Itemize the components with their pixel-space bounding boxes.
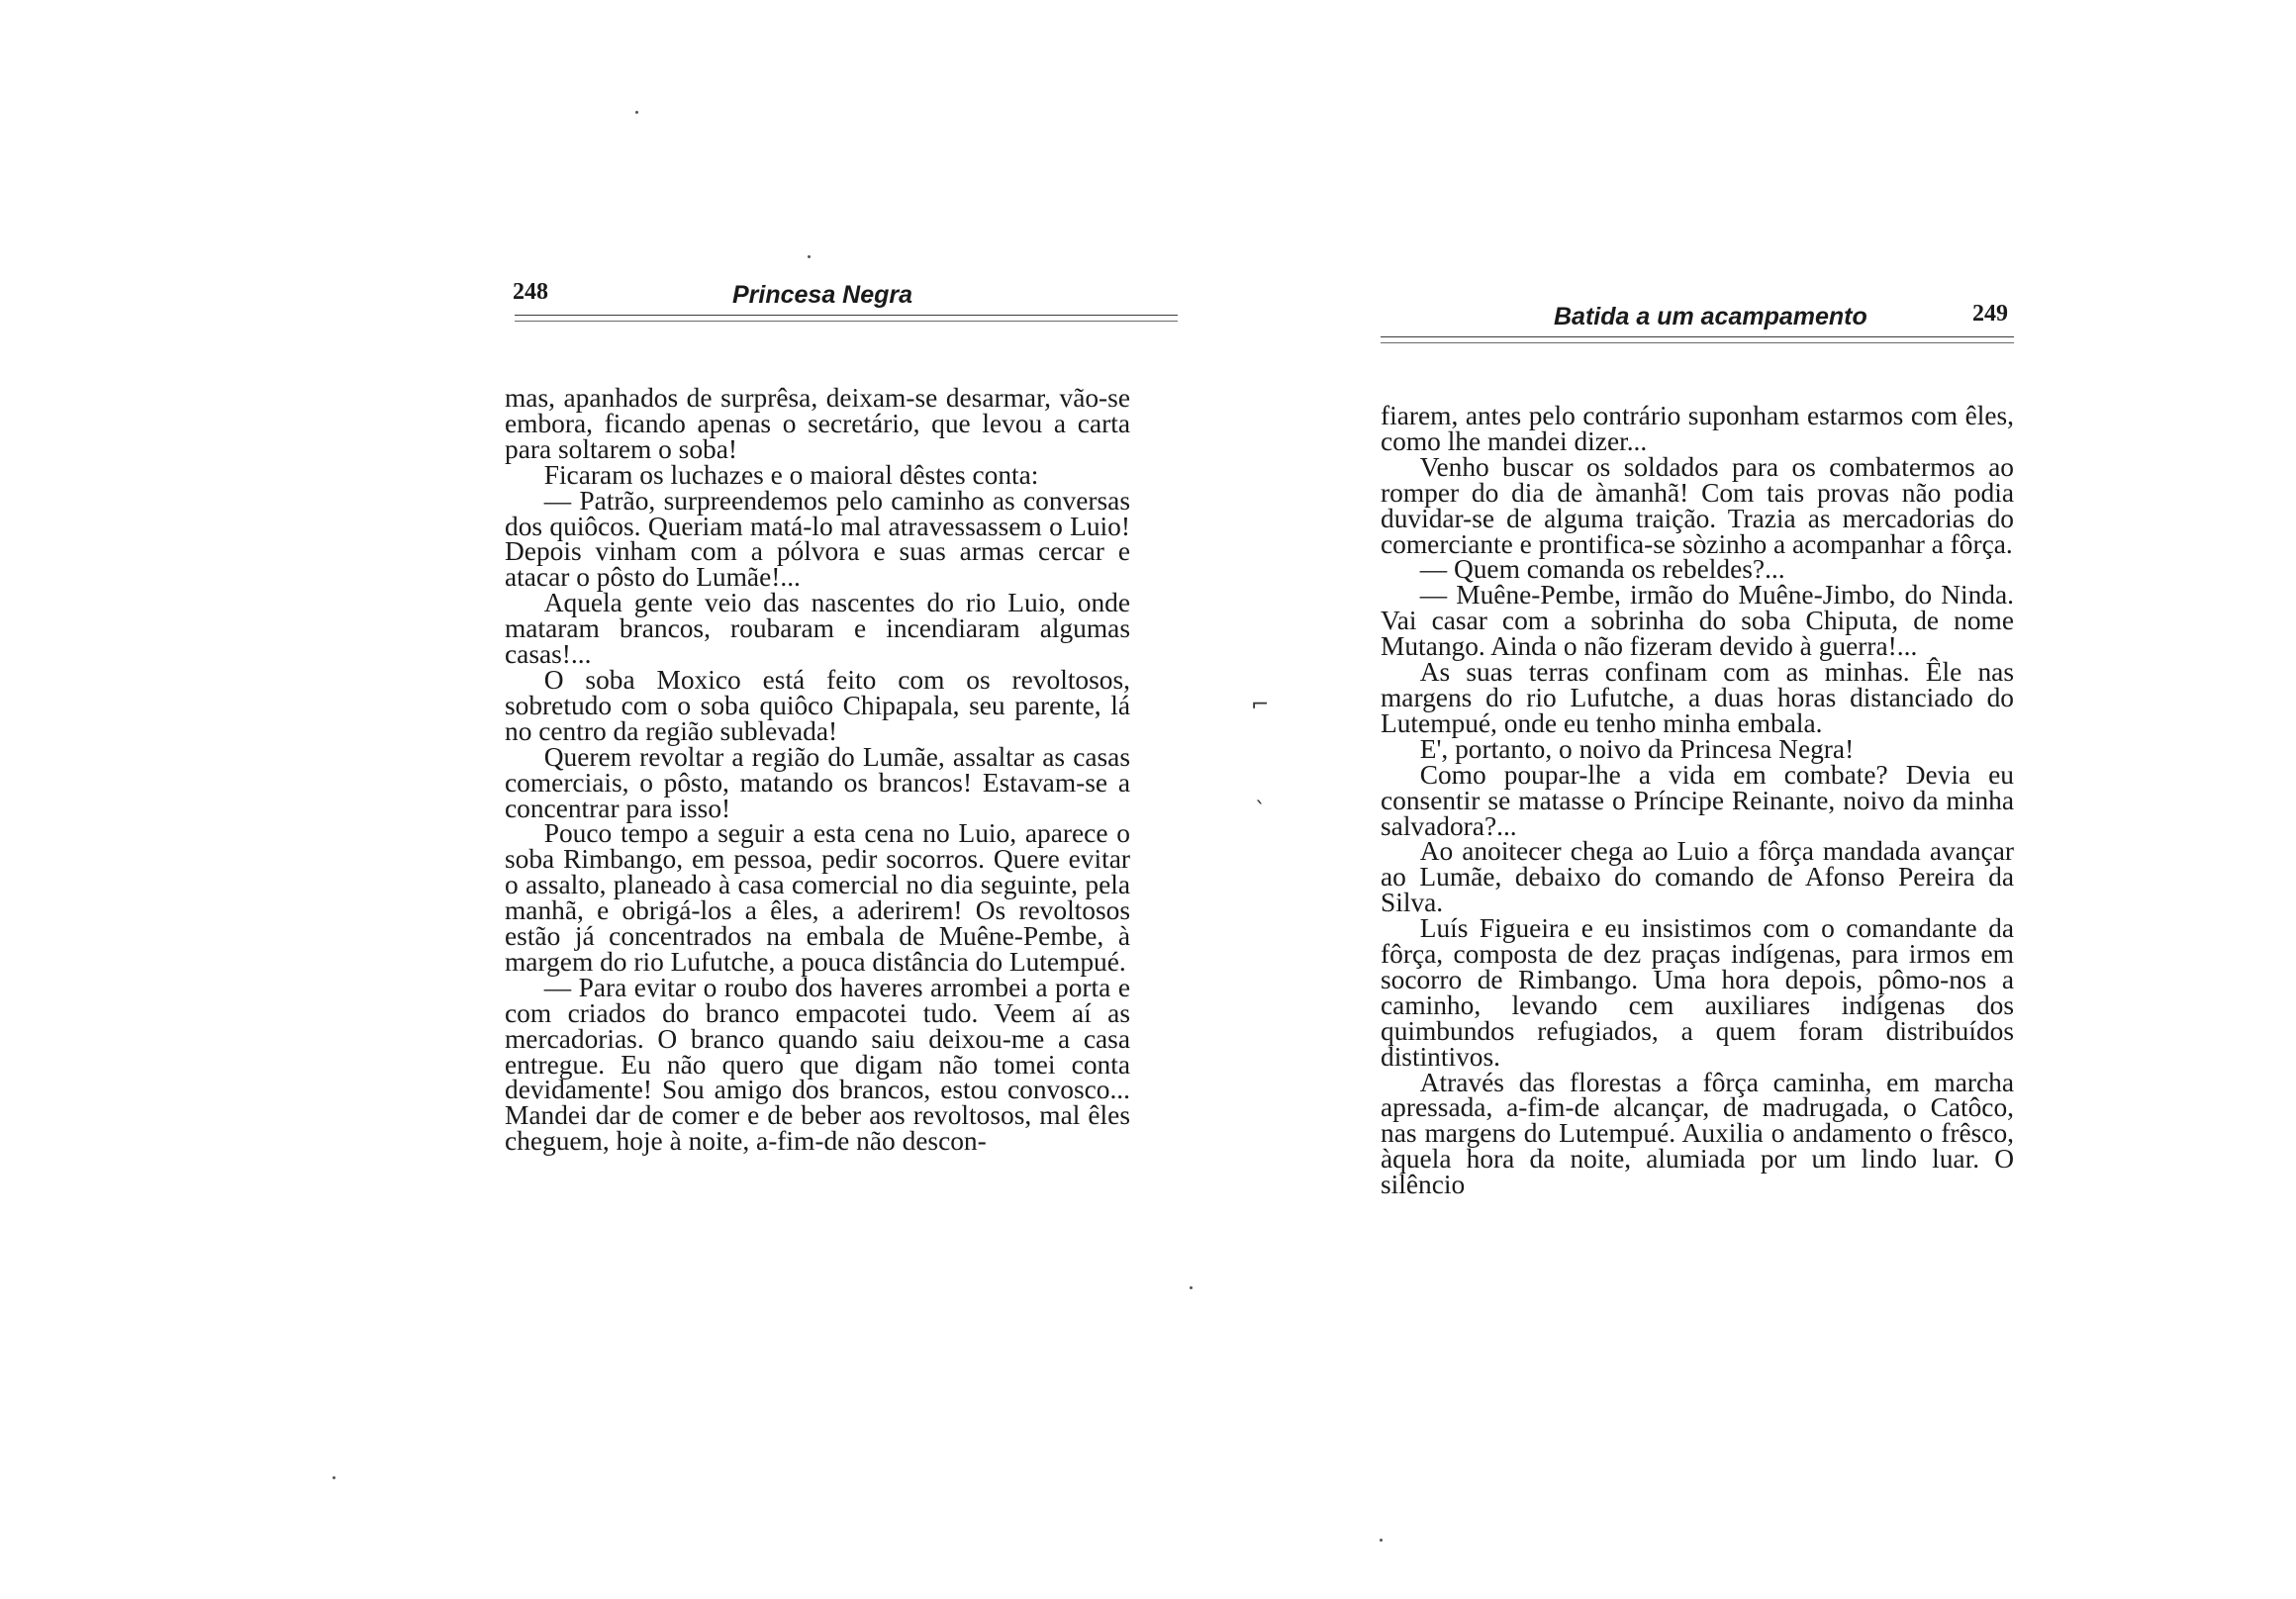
paragraph: Como poupar-lhe a vida em combate? Devia eu consentir se matasse o Príncipe Reinante, noivo da minha salvadora?... (1381, 759, 2014, 841)
paragraph: — Quem comanda os rebeldes?... (1419, 554, 1785, 585)
header-rule (1381, 336, 2014, 337)
header-rule (1381, 342, 2014, 343)
header-rule (515, 315, 1178, 316)
paragraph: — Patrão, surpreendemos pelo caminho as conversas dos quiôcos. Queriam matá-lo mal atravessassem o Luio! Depois vinham com a pólvora e suas armas cercar e atacar o pôsto do Lumãe!... (505, 485, 1130, 593)
scan-speck (1190, 1286, 1193, 1289)
left-page-header (485, 275, 1158, 334)
right-page-header (1381, 297, 2034, 356)
paragraph: Ficaram os luchazes e o maioral dêstes conta: (543, 459, 1039, 490)
paragraph: E', portanto, o noivo da Princesa Negra! (1419, 733, 1855, 764)
paragraph: As suas terras confinam com as minhas. Êle nas margens do rio Lufutche, a duas horas distanciado do Lutempué, onde eu tenho minha embala. (1381, 657, 2014, 738)
paragraph: Pouco tempo a seguir a esta cena no Luio, aparece o soba Rimbango, em pessoa, pedir socorros. Quere evitar o assalto, planeado à casa comercial no dia seguinte, pela manhã, e obrigá-los a êles, a aderirem! Os revoltosos estão já concentrados na embala de Muêne-Pembe, à margem do rio Lufutche, a pouca distância do Lutempué. (505, 818, 1130, 977)
scan-speck (808, 255, 811, 258)
paragraph: — Muêne-Pembe, irmão do Muêne-Jimbo, do Ninda. Vai casar com a sobrinha do soba Chiputa, de nome Mutango. Ainda o não fizeram devido à guerra!... (1381, 580, 2014, 662)
paragraph: — Para evitar o roubo dos haveres arrombei a porta e com criados do branco empacotei tudo. Veem aí as mercadorias. O branco quando saiu deixou-me a casa entregue. Eu não quero que digam não tomei conta devidamente! Sou amigo dos brancos, estou convosco... Mandei dar de comer e de beber aos revoltosos, mal êles cheguem, hoje à noite, a-fim-de não descon- (505, 972, 1130, 1157)
left-page-number: 248 (513, 279, 548, 305)
right-page-body (1381, 401, 2014, 1200)
left-page-body (505, 383, 1130, 1157)
paragraph: Luís Figueira e eu insistimos com o comandante da fôrça, composta de dez praças indígenas, para irmos em socorro de Rimbango. Uma hora depois, pômo-nos a caminho, levando cem auxiliares indígenas dos quimbundos refugiados, a quem foram distribuídos distintivos. (1381, 913, 2014, 1072)
gutter-mark: ⌐ (1251, 693, 1270, 717)
scan-speck (635, 111, 638, 114)
paragraph: Ao anoitecer chega ao Luio a fôrça mandada avançar ao Lumãe, debaixo do comando de Afonso Pereira da Silva. (1381, 836, 2014, 918)
header-rule (515, 321, 1178, 322)
paragraph: fiarem, antes pelo contrário suponham estarmos com êles, como lhe mandei dizer... (1381, 401, 2014, 456)
scan-speck (333, 1476, 335, 1479)
paragraph: Venho buscar os soldados para os combatermos ao romper do dia de àmanhã! Com tais provas não podia duvidar-se de alguma traição. Trazia as mercadorias do comerciante e prontifica-se sòzinho a acompanhar a fôrça. (1381, 451, 2014, 559)
paragraph: O soba Moxico está feito com os revoltosos, sobretudo com o soba quiôco Chipapala, seu parente, lá no centro da região sublevada! (505, 664, 1130, 746)
gutter-mark: ˎ (1255, 780, 1266, 804)
right-running-title: Batida a um acampamento (1554, 303, 1867, 330)
scan-speck (1380, 1539, 1383, 1542)
paragraph: Através das florestas a fôrça caminha, em marcha apressada, a-fim-de alcançar, de madrugada, o Catôco, nas margens do Lutempué. Auxilia o andamento o frêsco, àquela hora da noite, alumiada por um lindo luar. O silêncio (1381, 1067, 2014, 1200)
paragraph: Aquela gente veio das nascentes do rio Luio, onde mataram brancos, roubaram e incendiaram algumas casas!... (505, 588, 1130, 670)
paragraph: mas, apanhados de surprêsa, deixam-se desarmar, vão-se embora, ficando apenas o secretário, que levou a carta para soltarem o soba! (505, 383, 1130, 464)
paragraph: Querem revoltar a região do Lumãe, assaltar as casas comerciais, o pôsto, matando os brancos! Estavam-se a concentrar para isso! (505, 741, 1130, 823)
right-page-number: 249 (1972, 301, 2008, 327)
left-running-title: Princesa Negra (732, 281, 913, 309)
